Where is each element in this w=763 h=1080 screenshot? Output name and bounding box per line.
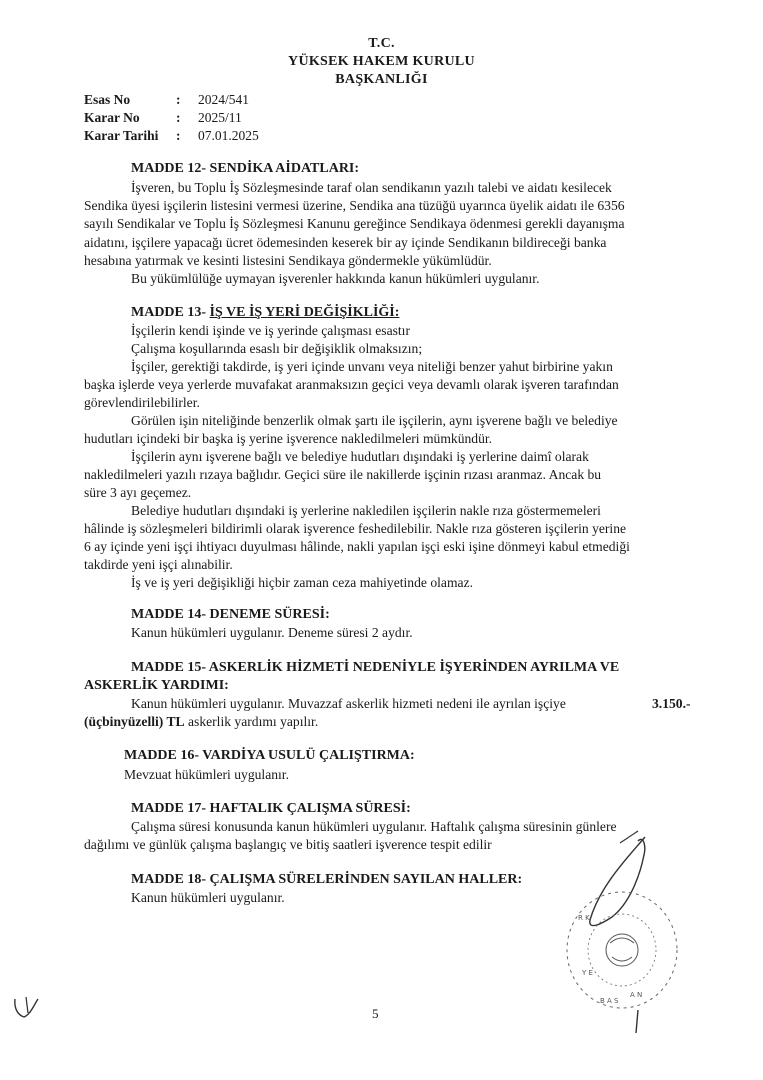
madde-15-title-cont: ASKERLİK YARDIMI: xyxy=(84,678,229,693)
madde-14-line: Kanun hükümleri uygulanır. Deneme süresi 2 aydır. xyxy=(131,625,413,640)
madde-13-line: Görülen işin niteliğinde benzerlik olmak şartı ile işçilerin, aynı işverene bağlı ve belediye xyxy=(131,413,618,428)
madde-13-line: süre 3 ayı geçemez. xyxy=(84,485,192,500)
madde-13-line: Çalışma koşullarında esaslı bir değişiklik olmaksızın; xyxy=(131,341,423,356)
madde-13-line: İşçilerin aynı işverene bağlı ve belediye hudutları dışındaki iş yerlerine daimî olarak xyxy=(131,449,589,464)
madde-16-title: MADDE 16- VARDİYA USULÜ ÇALIŞTIRMA: xyxy=(124,748,415,763)
svg-text:A N: A N xyxy=(630,991,643,999)
svg-text:Y E: Y E xyxy=(582,969,593,977)
madde-12-line: Sendika üyesi işçilerin listesini vermesi üzerine, Sendika ana tüzüğü uyarınca üyelik aidatı ile 6356 xyxy=(84,198,625,213)
madde-13-line: İşçiler, gerektiği takdirde, iş yeri içinde unvanı veya niteliği benzer yahut birbirine yakın xyxy=(131,359,613,374)
madde-13-line: Belediye hudutları dışındaki iş yerlerine nakledilen işçilerin nakle rıza göstermemeleri xyxy=(131,503,601,518)
text-line: İşveren, bu Toplu İş Sözleşmesinde taraf olan sendikanın yazılı talebi ve aidatı kesilecek xyxy=(131,180,612,195)
madde-16-line: Mevzuat hükümleri uygulanır. xyxy=(124,767,289,782)
madde-15-line xyxy=(131,695,566,713)
madde-12-line xyxy=(131,179,706,197)
meta-colon: : xyxy=(176,128,181,143)
madde-13-heading: İŞ VE İŞ YERİ DEĞİŞİKLİĞİ: xyxy=(209,305,400,320)
svg-text:B A S: B A S xyxy=(600,997,619,1005)
madde-13-title xyxy=(131,304,399,322)
meta-row-karar xyxy=(84,109,259,127)
meta-label: Karar No xyxy=(84,110,140,125)
madde-12-line: Bu yükümlülüğe uymayan işverenler hakkında kanun hükümleri uygulanır. xyxy=(131,271,540,286)
madde-17-title: MADDE 17- HAFTALIK ÇALIŞMA SÜRESİ: xyxy=(131,801,411,816)
svg-text:R K: R K xyxy=(578,914,590,922)
madde-13-line: hâlinde iş sözleşmeleri bildirimli olarak işverence feshedilebilir. Nakle rıza gösteren işçilerin yerine xyxy=(84,521,627,536)
header-institution: YÜKSEK HAKEM KURULU xyxy=(288,54,475,69)
case-metadata xyxy=(84,91,259,145)
meta-row-esas xyxy=(84,91,259,109)
madde-18-line: Kanun hükümleri uygulanır. xyxy=(131,890,285,905)
madde-17-line: dağılımı ve günlük çalışma başlangıç ve bitiş saatleri işverence tespit edilir xyxy=(84,837,492,852)
madde-13-line: İşçilerin kendi işinde ve iş yerinde çalışması esastır xyxy=(131,323,410,338)
meta-value: 07.01.2025 xyxy=(198,128,259,143)
meta-label: Esas No xyxy=(84,92,131,107)
page-number: 5 xyxy=(372,1006,379,1021)
meta-row-tarih xyxy=(84,127,259,145)
text-line: Kanun hükümleri uygulanır. Muvazzaf askerlik hizmeti nedeni ile ayrılan işçiye xyxy=(131,696,566,711)
meta-colon: : xyxy=(176,110,181,125)
header-presidency: BAŞKANLIĞI xyxy=(335,72,428,87)
official-stamp-icon xyxy=(560,825,710,1035)
madde-13-line: takdirde yeni işçi alınabilir. xyxy=(84,557,233,572)
madde-12-line: sayılı Sendikalar ve Toplu İş Sözleşmesi Kanunu gereğince Sendikaya ödenmesi gerekli dayanışma xyxy=(84,216,625,231)
handwritten-mark-icon xyxy=(12,995,42,1021)
header-tc: T.C. xyxy=(368,36,395,51)
madde-13-number: MADDE 13- xyxy=(131,305,210,320)
madde-14-title: MADDE 14- DENEME SÜRESİ: xyxy=(131,607,330,622)
madde-17-line: Çalışma süresi konusunda kanun hükümleri uygulanır. Haftalık çalışma süresinin günlere xyxy=(131,819,617,834)
madde-12-line: aidatını, işçilere yapacağı ücret ödemesinden keserek bir ay içinde Sendikanın bildireceği banka xyxy=(84,235,607,250)
madde-13-line: nakledilmeleri yazılı rızaya bağlıdır. Geçici süre ile nakillerde işçinin rızası aranmaz. Ancak bu xyxy=(84,467,602,482)
madde-15-line xyxy=(84,713,318,731)
madde-15-title: MADDE 15- ASKERLİK HİZMETİ NEDENİYLE İŞYERİNDEN AYRILMA VE xyxy=(131,660,620,675)
meta-value: 2025/11 xyxy=(198,110,242,125)
madde-13-line: İş ve iş yeri değişikliği hiçbir zaman ceza mahiyetinde olamaz. xyxy=(131,575,473,590)
madde-12-line: hesabına yatırmak ve kesinti listesini Sendikaya göndermekle yükümlüdür. xyxy=(84,253,492,268)
madde-13-line: görevlendirilebilirler. xyxy=(84,395,200,410)
madde-12-title: MADDE 12- SENDİKA AİDATLARI: xyxy=(131,161,360,176)
madde-13-line: 6 ay içinde yeni işçi ihtiyacı duyulması hâlinde, nakli yapılan işçi eski işine dönmeyi kabul etmediği xyxy=(84,539,630,554)
meta-value: 2024/541 xyxy=(198,92,250,107)
meta-colon: : xyxy=(176,92,181,107)
madde-13-line: hudutları içindeki bir başka iş yerine işverence nakledilmeleri mümkündür. xyxy=(84,431,493,446)
madde-13-line: başka işlerde veya yerlerde muvafakat aranmaksızın geçici veya devamlı olarak işveren tarafından xyxy=(84,377,619,392)
aid-amount-words: (üçbinyüzelli) TL xyxy=(84,714,185,729)
madde-18-title: MADDE 18- ÇALIŞMA SÜRELERİNDEN SAYILAN HALLER: xyxy=(131,872,523,887)
meta-label: Karar Tarihi xyxy=(84,128,159,143)
text-line: askerlik yardımı yapılır. xyxy=(184,714,319,729)
aid-amount: 3.150.- xyxy=(652,696,691,711)
